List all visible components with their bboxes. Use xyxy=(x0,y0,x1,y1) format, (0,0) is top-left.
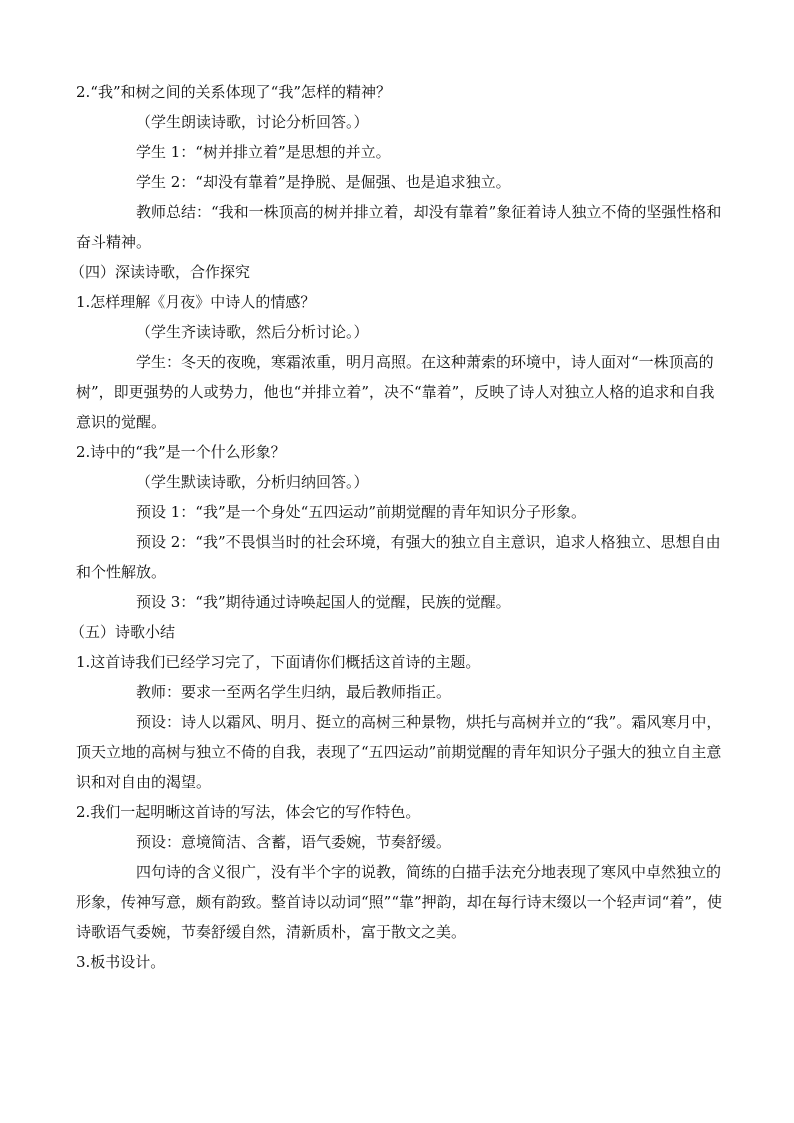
preset-writing-answer: 预设：意境简洁、含蓄，语气委婉，节奏舒缓。 xyxy=(136,833,452,851)
question-2-image: 2.诗中的“我”是一个什么形象？ xyxy=(76,443,286,461)
student-activity-note: （学生默读诗歌，分析归纳回答。） xyxy=(136,473,369,491)
teacher-instruction: 教师：要求一至两名学生归纳，最后教师指正。 xyxy=(136,683,452,701)
student-2-answer: 学生 2：“却没有靠着”是挣脱、是倔强、也是追求独立。 xyxy=(136,173,511,191)
preset-2-answer: 预设 2：“我”不畏惧当时的社会环境，有强大的独立自主意识，追求人格独立、思想自由和个性解放。 xyxy=(76,533,721,581)
preset-theme-answer: 预设：诗人以霜风、明月、挺立的高树三种景物，烘托与高树并立的“我”。霜风寒月中，顶天立地的高树与独立不倚的自我，表现了“五四运动”前期觉醒的青年知识分子强大的独立自主意识和对自由的渴望。 xyxy=(76,713,722,791)
question-2-relationship: 2.“我”和树之间的关系体现了“我”怎样的精神？ xyxy=(76,83,391,101)
preset-1-answer: 预设 1：“我”是一个身处“五四运动”前期觉醒的青年知识分子形象。 xyxy=(136,503,586,521)
student-1-answer: 学生 1：“树并排立着”是思想的并立。 xyxy=(136,143,391,161)
student-activity-note: （学生朗读诗歌，讨论分析回答。） xyxy=(136,113,369,131)
section-heading-4: （四）深读诗歌，合作探究 xyxy=(70,263,251,281)
question-1-emotion: 1.怎样理解《月夜》中诗人的情感？ xyxy=(76,293,316,311)
question-3-board-design: 3.板书设计。 xyxy=(76,953,166,971)
writing-analysis: 四句诗的含义很广，没有半个字的说教，简练的白描手法充分地表现了寒风中卓然独立的形象，传神写意，颇有韵致。整首诗以动词“照”“靠”押韵，却在每行诗末缀以一个轻声词“着”，使诗歌语气委婉，节奏舒缓自然，清新质朴，富于散文之美。 xyxy=(76,863,723,941)
section-heading-5: （五）诗歌小结 xyxy=(70,623,176,641)
question-2-writing: 2.我们一起明晰这首诗的写法，体会它的写作特色。 xyxy=(76,803,421,821)
teacher-summary: 教师总结：“我和一株顶高的树并排立着，却没有靠着”象征着诗人独立不倚的坚强性格和奋斗精神。 xyxy=(76,203,722,251)
document-body xyxy=(70,77,726,977)
question-1-theme: 1.这首诗我们已经学习完了，下面请你们概括这首诗的主题。 xyxy=(76,653,481,671)
student-activity-note: （学生齐读诗歌，然后分析讨论。） xyxy=(136,323,369,341)
student-analysis: 学生：冬天的夜晚，寒霜浓重，明月高照。在这种萧索的环境中，诗人面对“一株顶高的树”，即更强势的人或势力，他也“并排立着”，决不“靠着”，反映了诗人对独立人格的追求和自我意识的觉醒。 xyxy=(76,353,715,431)
preset-3-answer: 预设 3：“我”期待通过诗唤起国人的觉醒，民族的觉醒。 xyxy=(136,593,511,611)
